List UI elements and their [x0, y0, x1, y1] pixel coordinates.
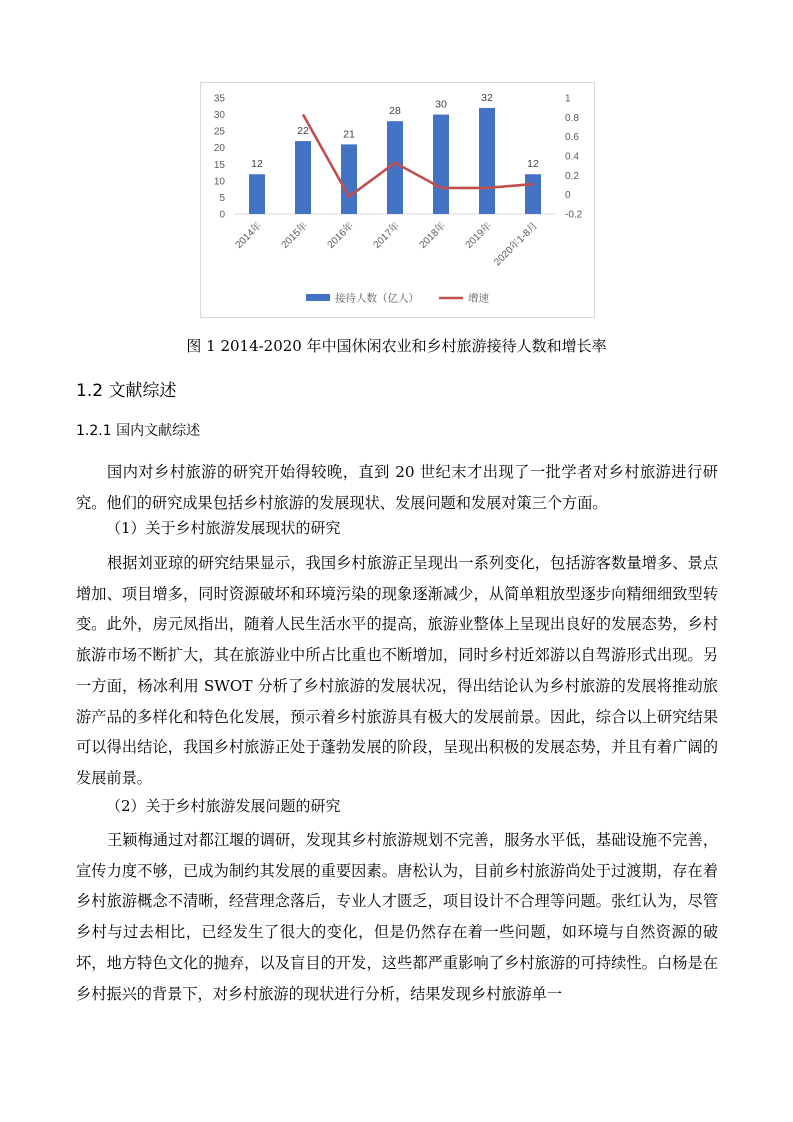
section-title: 1.2 文献综述 — [76, 381, 177, 401]
x-axis-tick-label: 2014年 — [233, 220, 265, 251]
right-axis-tick-label: 0 — [565, 190, 571, 202]
right-axis-tick-label: -0.2 — [565, 209, 583, 221]
left-axis-tick-label: 0 — [219, 209, 225, 221]
growth-rate-line — [303, 114, 533, 196]
legend-swatch-bars — [306, 294, 330, 301]
left-axis-tick-label: 30 — [213, 110, 225, 122]
paragraph-problems: 王颖梅通过对都江堰的调研，发现其乡村旅游规划不完善，服务水平低，基础设施不完善，宣传力度不够，已成为制约其发展的重要因素。唐松认为，目前乡村旅游尚处于过渡期，存在着乡村旅游概念不清晰，经营理念落后，专业人才匮乏，项目设计不合理等问题。张红认为，尽管乡村与过去相比，已经发生了很大的变化，但是仍然存在着一些问题，如环境与自然资源的破坏，地方特色文化的抛弃，以及盲目的开发，这些都严重影响了乡村旅游的可持续性。白杨是在乡村振兴的背景下，对乡村旅游的现状进行分析，结果发现乡村旅游单一 — [76, 831, 718, 1003]
bar-data-label: 28 — [389, 105, 401, 118]
x-axis-tick-label: 2018年 — [417, 220, 449, 251]
bar — [295, 141, 311, 214]
left-axis-tick-label: 20 — [213, 143, 225, 155]
bar — [525, 174, 541, 214]
combo-chart — [201, 83, 596, 319]
x-axis-tick-label: 2016年 — [325, 220, 357, 251]
left-axis-tick-label: 35 — [213, 93, 225, 105]
paragraph-status: 根据刘亚琼的研究结果显示，我国乡村旅游正呈现出一系列变化，包括游客数量增多、景点增加、项目增多，同时资源破坏和环境污染的现象逐渐减少，从简单粗放型逐步向精细细致型转变。此外，房元凤指出，随着人民生活水平的提高，旅游业整体上呈现出良好的发展态势，乡村旅游市场不断扩大，其在旅游业中所占比重也不断增加，同时乡村近郊游以自驾游形式出现。另一方面，杨冰利用 SWOT 分析了乡村旅游的发展状况，得出结论认为乡村旅游的发展将推动旅游产品的多样化和特色化发展，预示着乡村旅游具有极大的发展前景。因此，综合以上研究结果可以得出结论，我国乡村旅游正处于蓬勃发展的阶段，呈现出积极的发展态势，并且有着广阔的发展前景。 — [76, 554, 718, 787]
right-axis-tick-label: 0.6 — [565, 132, 579, 144]
legend-label-line: 增速 — [468, 292, 489, 305]
bar — [433, 115, 449, 214]
left-axis-tick-label: 15 — [213, 159, 225, 171]
right-axis-tick-label: 0.4 — [565, 151, 579, 163]
chart-container — [200, 82, 595, 318]
x-axis-tick-label: 2020年1-8月 — [492, 220, 541, 269]
x-axis-tick-label: 2015年 — [279, 220, 311, 251]
right-axis-tick-label: 1 — [565, 93, 571, 105]
legend-label-bars: 接待人数（亿人） — [335, 292, 419, 305]
bar-data-label: 32 — [481, 91, 493, 104]
bar — [479, 108, 495, 214]
bar-data-label: 30 — [435, 98, 447, 111]
bar-data-label: 21 — [343, 128, 355, 141]
x-axis-tick-label: 2017年 — [371, 220, 403, 251]
bar-data-label: 12 — [251, 158, 263, 171]
subsection-title: 1.2.1 国内文献综述 — [76, 423, 201, 439]
right-axis-tick-label: 0.2 — [565, 170, 579, 182]
bar — [341, 144, 357, 214]
bar-data-label: 12 — [527, 158, 539, 171]
right-axis-tick-label: 0.8 — [565, 112, 579, 124]
figure-caption: 图 1 2014-2020 年中国休闲农业和乡村旅游接待人数和增长率 — [186, 337, 607, 355]
bar-data-label: 22 — [297, 125, 309, 138]
bar — [249, 174, 265, 214]
left-axis-tick-label: 25 — [213, 126, 225, 138]
left-axis-tick-label: 10 — [213, 176, 225, 188]
sub-heading-status: （1）关于乡村旅游发展现状的研究 — [106, 519, 341, 537]
left-axis-tick-label: 5 — [219, 192, 225, 204]
paragraph-intro: 国内对乡村旅游的研究开始得较晚，直到 20 世纪末才出现了一批学者对乡村旅游进行研究。他们的研究成果包括乡村旅游的发展现状、发展问题和发展对策三个方面。 — [76, 463, 718, 512]
x-axis-tick-label: 2019年 — [463, 220, 495, 251]
sub-heading-problems: （2）关于乡村旅游发展问题的研究 — [106, 797, 341, 815]
